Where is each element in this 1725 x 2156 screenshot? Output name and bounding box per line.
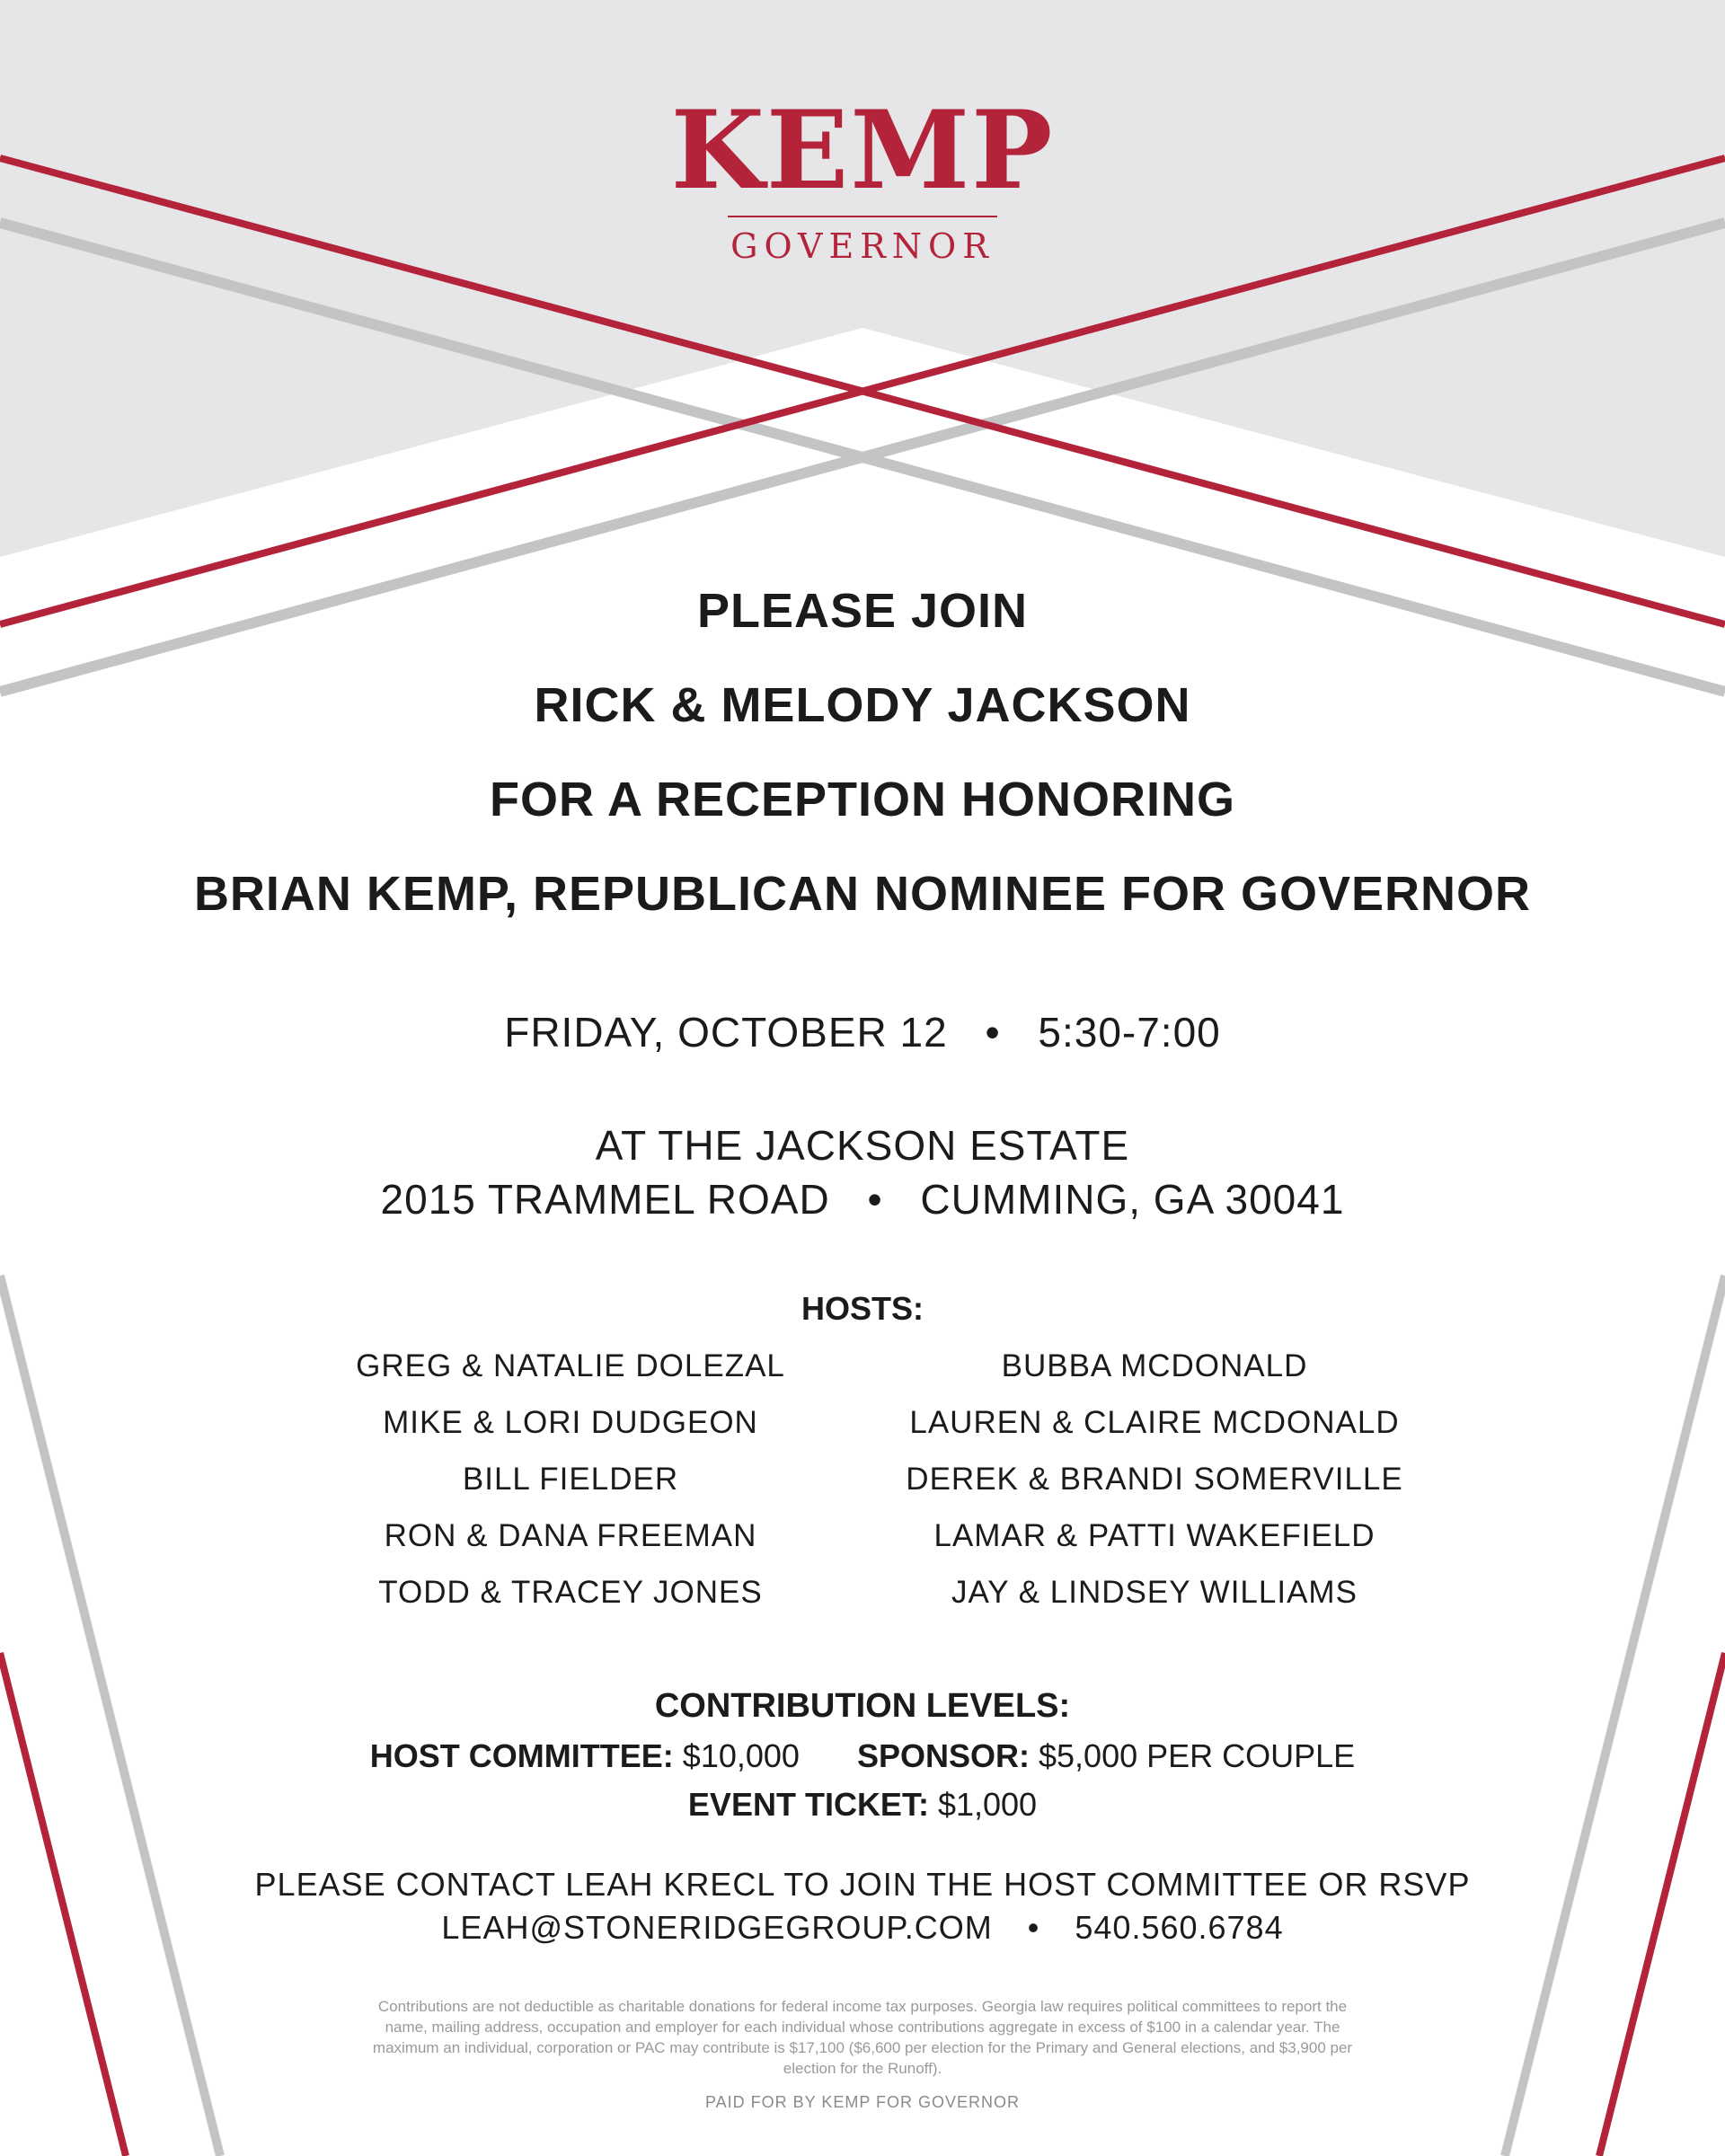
event-ticket-label: EVENT TICKET:	[687, 1786, 929, 1823]
invite-line: FOR A RECEPTION HONORING	[489, 773, 1236, 826]
logo-divider	[728, 216, 997, 217]
event-ticket-value: $1,000	[937, 1786, 1038, 1823]
host-name: LAMAR & PATTI WAKEFIELD	[933, 1518, 1376, 1553]
host-name: GREG & NATALIE DOLEZAL	[356, 1348, 785, 1383]
invite-line: RICK & MELODY JACKSON	[534, 678, 1191, 732]
event-date: FRIDAY, OCTOBER 12	[504, 1009, 948, 1056]
hosts-left-column	[256, 1344, 885, 1627]
bullet-separator: •	[867, 1176, 883, 1223]
host-name: BILL FIELDER	[462, 1462, 679, 1497]
contact-details	[0, 1906, 1725, 1949]
invitation-heading	[0, 575, 1725, 952]
logo-subtitle: GOVERNOR	[730, 226, 995, 266]
hosts-title: HOSTS:	[801, 1290, 924, 1327]
host-name: MIKE & LORI DUDGEON	[383, 1405, 758, 1440]
contribution-row	[0, 1737, 1725, 1775]
host-name: RON & DANA FREEMAN	[384, 1518, 757, 1553]
invite-line: BRIAN KEMP, REPUBLICAN NOMINEE FOR GOVERNOR	[193, 867, 1532, 921]
event-venue	[0, 1118, 1725, 1226]
host-name: LAUREN & CLAIRE MCDONALD	[909, 1405, 1400, 1440]
venue-street: 2015 TRAMMEL ROAD	[380, 1176, 830, 1223]
venue-address	[0, 1172, 1725, 1226]
invite-line: PLEASE JOIN	[696, 584, 1029, 638]
sponsor-label: SPONSOR:	[856, 1737, 1030, 1774]
venue-name: AT THE JACKSON ESTATE	[595, 1122, 1130, 1169]
legal-disclaimer: Contributions are not deductible as charitable donations for federal income tax purposes. Georgia law requires political committees to report the name, mailing address, occupation and employer for each individual whose contributions aggregate in excess of $100 in a calendar year. The maximum an individual, corporation or PAC may contribute is $17,100 ($6,600 per election for the Primary and General elections, and $3,900 per election for the Runoff).	[372, 1998, 1353, 2077]
event-date-time	[0, 1008, 1725, 1056]
contact-phone: 540.560.6784	[1075, 1909, 1284, 1946]
logo-name: KEMP	[670, 87, 1055, 214]
host-name: TODD & TRACEY JONES	[378, 1575, 763, 1610]
host-committee-label: HOST COMMITTEE:	[369, 1737, 674, 1774]
bullet-separator: •	[985, 1009, 1001, 1056]
contact-line: PLEASE CONTACT LEAH KRECL TO JOIN THE HOST COMMITTEE OR RSVP	[254, 1866, 1471, 1903]
host-name: BUBBA MCDONALD	[1001, 1348, 1308, 1383]
contact-info	[0, 1863, 1725, 1949]
contribution-levels-title: CONTRIBUTION LEVELS:	[654, 1687, 1071, 1725]
host-committee-value: $10,000	[682, 1737, 800, 1774]
host-name: DEREK & BRANDI SOMERVILLE	[906, 1462, 1403, 1497]
hosts-right-column	[840, 1344, 1469, 1627]
venue-city: CUMMING, GA 30041	[920, 1176, 1345, 1223]
paid-for-notice: PAID FOR BY KEMP FOR GOVERNOR	[704, 2093, 1021, 2111]
sponsor-value: $5,000 PER COUPLE	[1039, 1737, 1356, 1774]
campaign-logo	[0, 87, 1725, 266]
bullet-separator: •	[1027, 1909, 1040, 1946]
contribution-row	[0, 1786, 1725, 1824]
event-time: 5:30-7:00	[1038, 1009, 1221, 1056]
contact-email: LEAH@STONERIDGEGROUP.COM	[441, 1909, 993, 1946]
host-name: JAY & LINDSEY WILLIAMS	[951, 1575, 1358, 1610]
